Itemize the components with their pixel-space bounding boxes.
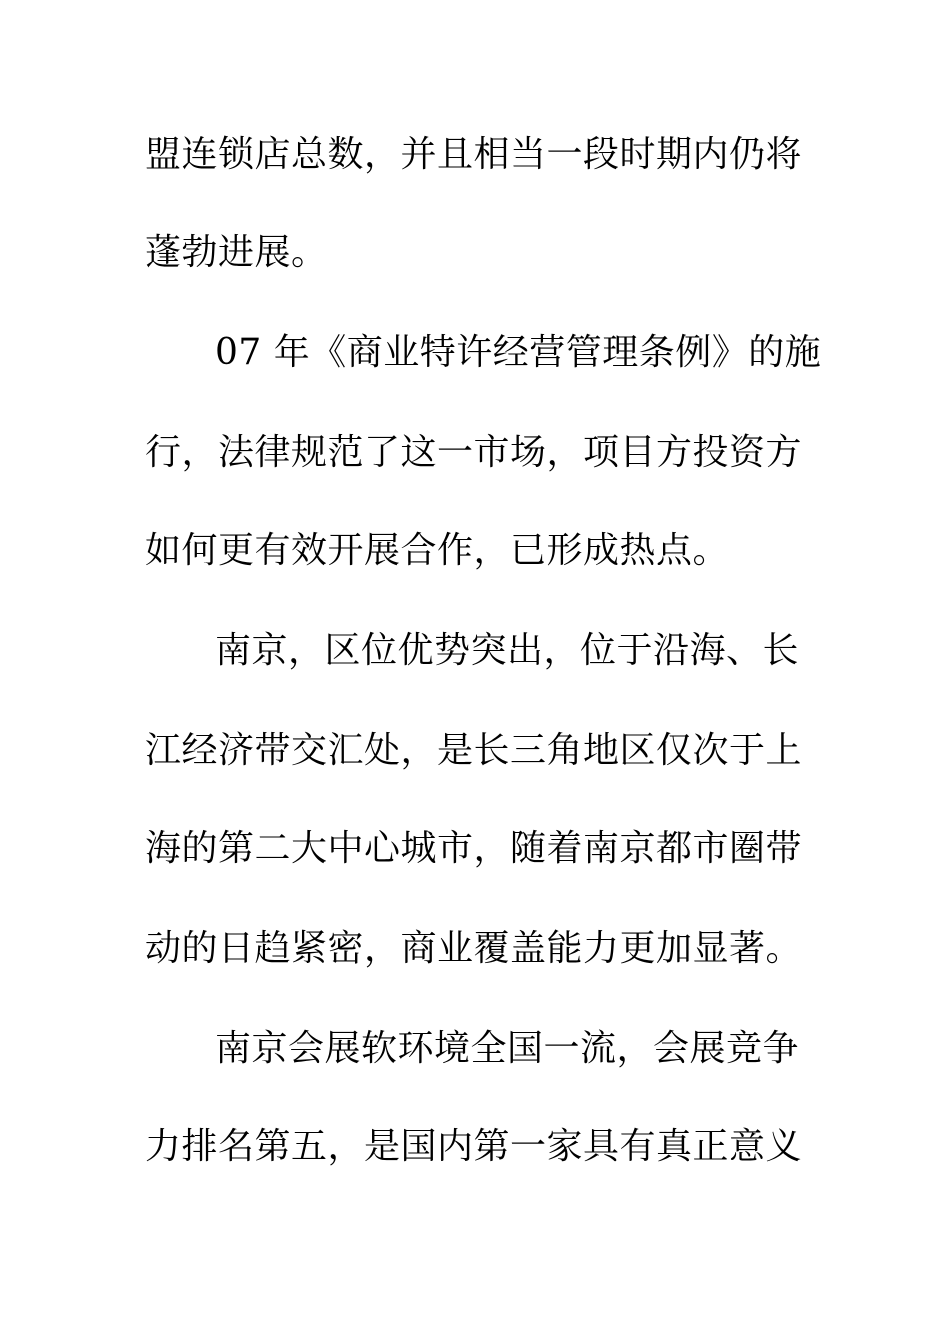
paragraph-line: 海的第二大中心城市，随着南京都市圈带 [145, 828, 803, 869]
paragraph-line: 力排名第五，是国内第一家具有真正意义 [145, 1126, 803, 1167]
paragraph-line: 江经济带交汇处，是长三角地区仅次于上 [145, 730, 803, 771]
paragraph-line: 如何更有效开展合作，已形成热点。 [145, 530, 730, 571]
paragraph-line: 行，法律规范了这一市场，项目方投资方 [145, 432, 803, 473]
paragraph-line: 动的日趋紧密，商业覆盖能力更加显著。 [145, 928, 803, 969]
paragraph-first-line: 南京，区位优势突出，位于沿海、长 [215, 630, 800, 671]
paragraph-first-line: 南京会展软环境全国一流，会展竞争 [215, 1028, 800, 1069]
paragraph-line: 盟连锁店总数，并且相当一段时期内仍将 [145, 134, 803, 175]
paragraph-first-line: 07 年《商业特许经营管理条例》的施 [215, 332, 822, 373]
paragraph-line: 蓬勃进展。 [145, 232, 328, 273]
